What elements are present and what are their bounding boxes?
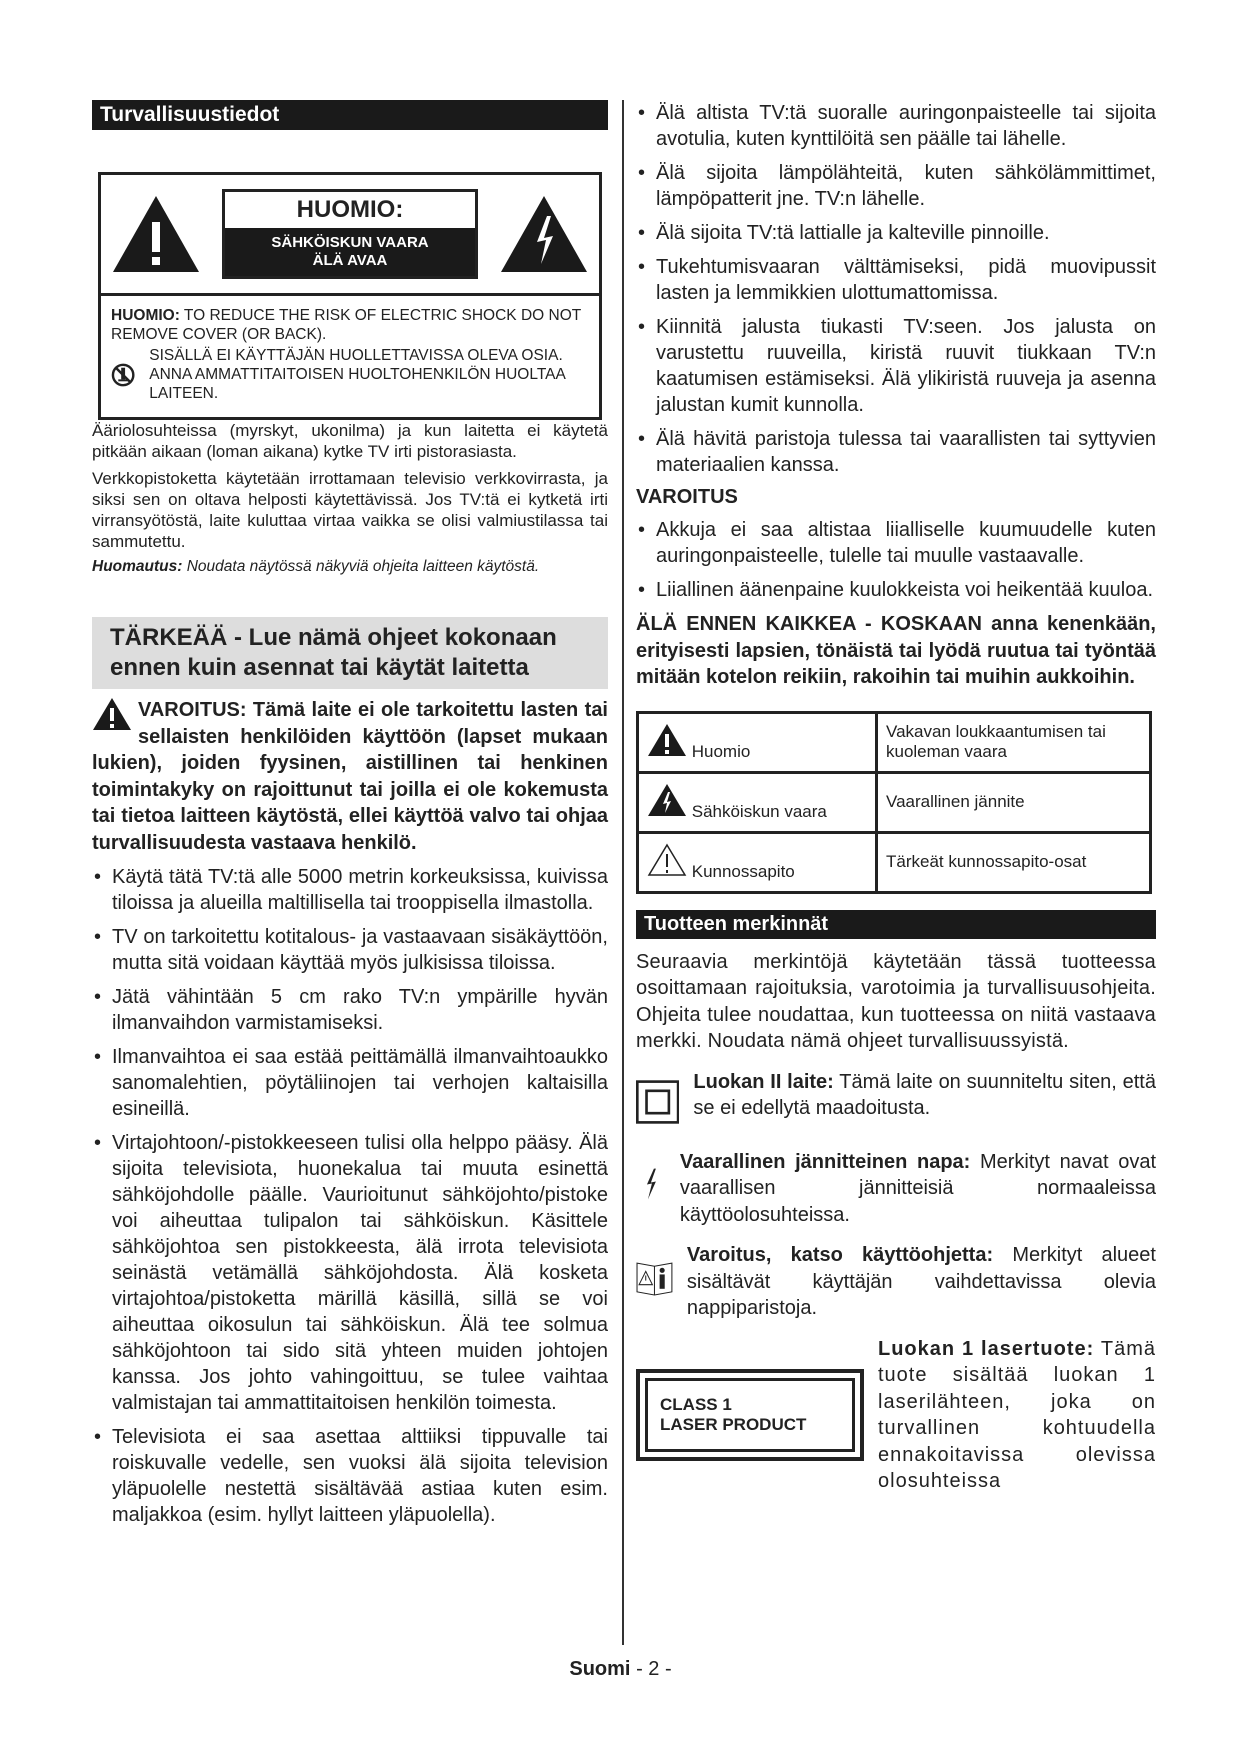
lightning-bolt-icon: [636, 1149, 666, 1219]
hazard-desc: Tärkeät kunnossapito-osat: [877, 832, 1151, 892]
hazard-table: [636, 711, 1152, 894]
warning-filled-icon: [647, 723, 687, 757]
list-item: • Akkuja ei saa altistaa liialliselle kuumuudelle kuten auringonpaisteelle, tulelle tai muulle vastaavalle.: [636, 517, 1156, 569]
warning-outline-icon: [647, 843, 687, 877]
caution-label: HUOMIO:: [111, 307, 180, 324]
symbol-text: Merkityt navat ovat vaarallisen jännitteisiä normaaleissa käyttöolosuhteissa.: [679, 1150, 1157, 1226]
list-item: • Älä hävitä paristoja tulessa tai vaarallisten tai syttyvien materiaalien kanssa.: [636, 426, 1156, 478]
list-item: • Jätä vähintään 5 cm rako TV:n ympärille hyvän ilmanvaihdon varmistamiseksi.: [92, 984, 608, 1036]
lightning-triangle-icon: [499, 194, 589, 274]
varoitus-heading: VAROITUS: [636, 486, 738, 508]
laser-label: [636, 1369, 864, 1461]
symbol-title: Luokan 1 lasertuote:: [878, 1337, 1095, 1360]
markings-paragraph: Seuraavia merkintöjä käytetään tässä tuotteessa osoittamaan rajoituksia, varotoimia ja turvallisuusohjeita. Ohjeita tulee noudattaa, kun tuotteessa on niitä vastaava merkki. Noudata nämä ohjeet turvallisuussyistä.: [636, 950, 1156, 1052]
hazard-label: Sähköiskun vaara: [691, 801, 827, 821]
manual-warning-icon: [636, 1242, 673, 1312]
table-row: [638, 832, 1151, 892]
symbol-title: Vaarallinen jännitteinen napa:: [679, 1150, 971, 1173]
warning-paragraph: VAROITUS: Tämä laite ei ole tarkoitettu lasten tai sellaisten henkilöiden käyttöön (lapset mukaan lukien), joiden fyysinen, aistillinen tai henkinen toimintakyky on rajoittunut tai joilla ei ole kokemusta tai tietoa laitteen käytöstä, ellei käyttöä valvo tai ohjaa turvallisuudesta vastaava henkilö.: [92, 699, 608, 854]
list-item: • Televisiota ei saa asettaa alttiiksi tippuvalle tai roiskuvalle vedelle, sen vuoksi älä sijoita television yläpuolelle nestettä sisältävää astiaa kuten esim. maljakkoa (esim. hyllyt laitteen yläpuolella).: [92, 1424, 608, 1528]
list-item: • Älä sijoita TV:tä lattialle ja kalteville pinnoille.: [636, 220, 1156, 246]
symbol-laser: [636, 1336, 1156, 1495]
symbol-text: Tämä laite on suunniteltu siten, että se ei edellytä maadoitusta.: [693, 1070, 1156, 1119]
section-title: Turvallisuustiedot: [92, 100, 608, 130]
table-row: [638, 772, 1151, 832]
markings-title: Tuotteen merkinnät: [636, 910, 1156, 939]
table-row: [638, 712, 1151, 772]
list-item: • Älä sijoita lämpölähteitä, kuten sähkölämmittimet, lämpöpatterit jne. TV:n lähelle.: [636, 160, 1156, 212]
caution-heading: HUOMIO:: [296, 196, 404, 223]
warning-triangle-icon: [111, 194, 201, 274]
left-column: [92, 100, 608, 1536]
important-heading: TÄRKEÄÄ - Lue nämä ohjeet kokonaan ennen kuin asennat tai käytät laitetta: [92, 617, 608, 689]
list-item: • Liiallinen äänenpaine kuulokkeista voi heikentää kuuloa.: [636, 577, 1156, 603]
symbol-text: Tämä tuote sisältää luokan 1 laserilähteen, joka on turvallinen kohtuudella ennakoitavissa olevissa olosuhteissa: [878, 1337, 1156, 1492]
caution-text: TO REDUCE THE RISK OF ELECTRIC SHOCK DO NOT REMOVE COVER (OR BACK).: [111, 307, 581, 343]
list-item: • Kiinnitä jalusta tiukasti TV:seen. Jos jalusta on varustettu ruuveilla, kiristä ruuvit tiukkaan TV:n kaatumisen estämiseksi. Älä ylikiristä ruuveja ja asenna jalustan kumit kunnolla.: [636, 314, 1156, 418]
list-item: • TV on tarkoitettu kotitalous- ja vastaavaan sisäkäyttöön, mutta sitä voidaan käyttää myös julkisissa tiloissa.: [92, 924, 608, 976]
symbol-text: Merkityt alueet sisältävät käyttäjän vaihdettavissa olevia nappiparistoja.: [686, 1244, 1156, 1319]
laser-label-line: CLASS 1: [660, 1395, 732, 1414]
page-footer: [0, 1658, 1241, 1681]
danger-line: SÄHKÖISKUN VAARA: [271, 234, 429, 251]
list-item: • Ilmanvaihtoa ei saa estää peittämällä ilmanvaihtoaukko sanomalehtien, pöytäliinojen tai verhojen kaltaisilla esineillä.: [92, 1044, 608, 1122]
column-divider: [622, 100, 624, 1645]
warning-box: [98, 172, 602, 420]
service-text: SISÄLLÄ EI KÄYTTÄJÄN HUOLLETTAVISSA OLEVA OSIA. ANNA AMMATTITAITOISEN HUOLTOHENKILÖN HUOLTAA LAITEEN.: [149, 347, 565, 402]
hazard-desc: Vakavan loukkaantumisen tai kuoleman vaara: [877, 712, 1151, 772]
note-label: Huomautus:: [92, 558, 183, 575]
laser-label-line: LASER PRODUCT: [660, 1415, 807, 1434]
no-disassembly-icon: [111, 350, 135, 400]
symbol-title: Varoitus, katso käyttöohjetta:: [686, 1244, 994, 1266]
symbol-see-manual: [636, 1242, 1156, 1322]
paragraph: Ääriolosuhteissa (myrskyt, ukonilma) ja kun laitetta ei käytetä pitkään aikaan (loman aikana) kytke TV irti pistorasiasta.: [92, 421, 608, 461]
hazard-label: Kunnossapito: [691, 861, 795, 881]
paragraph: Verkkopistoketta käytetään irrottamaan televisio verkkovirrasta, ja siksi sen on oltava helposti käytettävissä. Jos TV:tä ei kytketä irti virransyötöstä, laite kuluttaa virtaa vaikka se olisi valmiustilassa tai sammutettu.: [92, 469, 608, 551]
page-number: - 2 -: [636, 1658, 672, 1680]
symbol-title: Luokan II laite:: [693, 1070, 834, 1093]
list-item: • Käytä tätä TV:tä alle 5000 metrin korkeuksissa, kuivissa tiloissa ja alueilla maltillisella tai trooppisella ilmastolla.: [92, 864, 608, 916]
warning-triangle-icon: [92, 697, 132, 731]
hazard-desc: Vaarallinen jännite: [877, 772, 1151, 832]
hazard-label: Huomio: [691, 741, 751, 761]
never-paragraph: ÄLÄ ENNEN KAIKKEA - KOSKAAN anna kenenkään, erityisesti lapsien, tönäistä tai lyödä ruutua tai työntää mitään kotelon reikiin, rakoihin tai muihin aukkoihin.: [636, 613, 1156, 688]
footer-language: Suomi: [569, 1658, 631, 1680]
list-item: • Virtajohtoon/-pistokkeeseen tulisi olla helppo pääsy. Älä sijoita televisiota, huonekalua tai muuta esinettä sähköjohdolle päälle. Vaurioitunut sähköjohto/pistoke voi aiheuttaa tulipalon tai sähköiskun. Käsittele sähköjohtoa sen pistokkeesta, älä irrota televisiota seinästä vetämällä sähköjohdosta. Älä kosketa virtajohtoa/pistoketta märillä käsillä, sillä se voi aiheuttaa oikosulun tai sähköiskun. Älä tee solmua sähköjohtoon tai sido sitä yhteen muiden johtojen kanssa. Jos johto vahingoittuu, se tulee vaihtaa valmistajan tai ammattitaitoisen henkilön toimesta.: [92, 1130, 608, 1416]
symbol-class-ii: [636, 1069, 1156, 1135]
symbol-hazardous-terminal: [636, 1149, 1156, 1229]
class-ii-icon: [636, 1069, 679, 1135]
right-column: [636, 100, 1156, 1495]
danger-line: ÄLÄ AVAA: [312, 252, 388, 269]
note-text: Noudata näytössä näkyviä ohjeita laitteen käytöstä.: [186, 558, 540, 575]
list-item: • Tukehtumisvaaran välttämiseksi, pidä muovipussit lasten ja lemmikkien ulottumattomissa.: [636, 254, 1156, 306]
lightning-filled-icon: [647, 783, 687, 817]
list-item: • Älä altista TV:tä suoralle auringonpaisteelle tai sijoita avotulia, kuten kynttilöitä sen päälle tai lähelle.: [636, 100, 1156, 152]
